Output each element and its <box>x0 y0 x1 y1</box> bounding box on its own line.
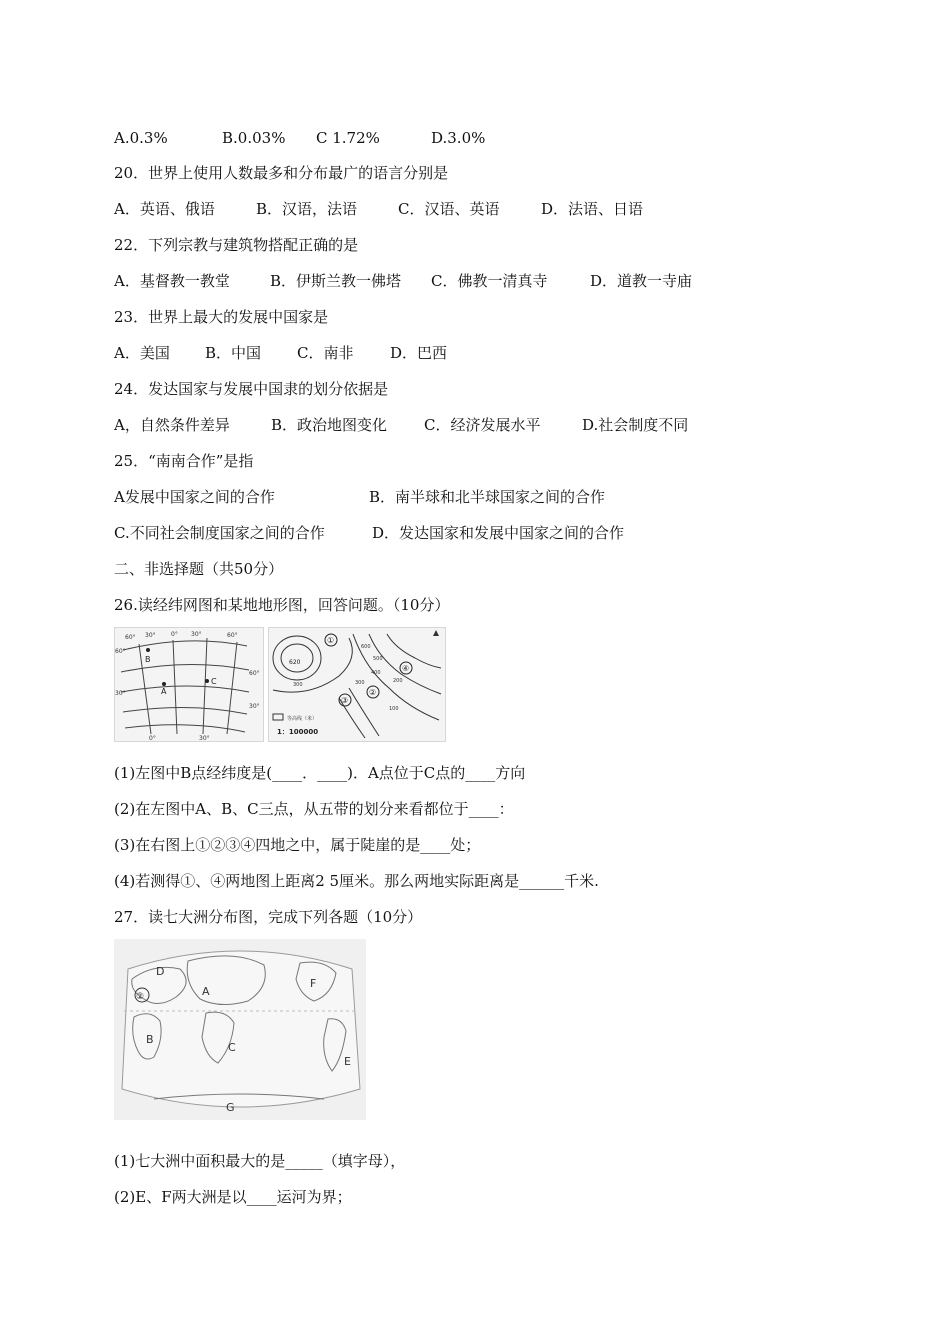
contour-map-figure <box>268 627 446 742</box>
contour-map-svg <box>269 628 445 741</box>
lat-long-grid-svg <box>115 628 263 741</box>
bottom-lon-label-2: 30° <box>199 735 210 741</box>
legend-label: 等高线（米） <box>287 716 318 722</box>
top-lon-label-5: 60° <box>227 632 238 639</box>
continent-f-label: F <box>310 977 317 990</box>
q23-option-d: D．巴西 <box>390 344 448 362</box>
q23-option-a: A．美国 <box>114 344 170 362</box>
top-lon-label-3: 0° <box>171 631 178 638</box>
point-c-label: C <box>211 677 217 686</box>
q19-option-a: A.0.3% <box>114 129 168 147</box>
section-2-heading: 二、非选择题（共50分） <box>114 560 284 578</box>
q26-part-1: (1)左图中B点经纬度是(____．____)．A点位于C点的____方向 <box>114 764 526 782</box>
scale-label: 1：100000 <box>277 728 319 736</box>
q19-option-d: D.3.0% <box>431 129 486 147</box>
q24-stem: 24．发达国家与发展中国隶的划分依据是 <box>114 380 389 398</box>
continent-a-label: A <box>202 985 210 998</box>
q26-part-2: (2)在左图中A、B、C三点，从五带的划分来看都位于____： <box>114 800 514 818</box>
contour-label-300-right: 300 <box>355 680 365 686</box>
point-b-label: B <box>145 655 151 664</box>
q20-stem: 20．世界上使用人数最多和分布最广的语言分别是 <box>114 164 449 182</box>
bottom-lon-label-1: 0° <box>149 735 156 741</box>
top-lon-label-1: 60° <box>125 634 136 641</box>
site-3-label: ③ <box>341 696 349 705</box>
q22-stem: 22．下列宗教与建筑物搭配正确的是 <box>114 236 359 254</box>
point-b-marker <box>146 648 150 652</box>
q25-option-b: B．南半球和北半球国家之间的合作 <box>369 488 606 506</box>
q24-option-d: D.社会制度不同 <box>582 416 689 434</box>
contour-label-600: 600 <box>361 644 371 650</box>
contour-label-400: 400 <box>371 670 381 676</box>
q25-option-a: A发展中国家之间的合作 <box>114 488 275 506</box>
q22-option-d: D．道教一寺庙 <box>590 272 693 290</box>
q22-option-b: B．伊斯兰教一佛塔 <box>270 272 402 290</box>
contour-label-200: 200 <box>393 678 403 684</box>
q20-option-b: B．汉语，法语 <box>256 200 358 218</box>
q26-stem: 26.读经纬网图和某地地形图，回答问题。（10分） <box>114 596 450 614</box>
site-2-label: ② <box>369 688 377 697</box>
q20-option-c: C．汉语、英语 <box>398 200 500 218</box>
world-continents-figure <box>114 939 366 1120</box>
marker-2-label: ② <box>136 992 145 1002</box>
top-lon-label-2: 30° <box>145 632 156 639</box>
world-continents-svg <box>114 939 366 1120</box>
point-c-marker <box>205 679 209 683</box>
q25-stem: 25．“南南合作”是指 <box>114 452 254 470</box>
q20-option-a: A．英语、俄语 <box>114 200 215 218</box>
site-4-label: ④ <box>402 664 410 673</box>
point-a-label: A <box>161 687 167 696</box>
q27-part-1: (1)七大洲中面积最大的是_____（填字母）， <box>114 1152 406 1170</box>
q23-stem: 23．世界上最大的发展中国家是 <box>114 308 329 326</box>
point-a-marker <box>162 682 166 686</box>
left-lat-label-2: 30° <box>115 690 126 697</box>
site-1-label: ① <box>327 636 335 645</box>
contour-label-300-left: 300 <box>293 682 303 688</box>
right-lat-label-1: 60° <box>249 670 260 677</box>
q19-option-b: B.0.03% <box>222 129 286 147</box>
q23-option-c: C．南非 <box>297 344 354 362</box>
continent-d-label: D <box>156 965 165 978</box>
continent-c-label: C <box>228 1041 236 1054</box>
peak-label: 620 <box>289 659 301 666</box>
q27-part-2: (2)E、F两大洲是以____运河为界； <box>114 1188 352 1206</box>
q26-part-4: (4)若测得①、④两地图上距离2 5厘米。那么两地实际距离是______千米. <box>114 872 599 890</box>
left-lat-label-1: 60° <box>115 648 126 655</box>
top-lon-label-4: 30° <box>191 631 202 638</box>
q25-option-c: C.不同社会制度国家之间的合作 <box>114 524 325 542</box>
north-arrow-icon <box>433 630 439 636</box>
lat-long-grid-figure <box>114 627 264 742</box>
q25-option-d: D．发达国家和发展中国家之间的合作 <box>372 524 625 542</box>
legend-swatch <box>273 714 283 720</box>
right-lat-label-2: 30° <box>249 703 260 710</box>
q23-option-b: B．中国 <box>205 344 262 362</box>
q20-option-d: D．法语、日语 <box>541 200 644 218</box>
contour-label-500: 500 <box>373 656 383 662</box>
q26-part-3: (3)在右图上①②③④四地之中，属于陡崖的是____处； <box>114 836 481 854</box>
q27-stem: 27．读七大洲分布图，完成下列各题（10分） <box>114 908 423 926</box>
q19-option-c: C 1.72% <box>316 129 380 147</box>
continent-e-label: E <box>344 1055 351 1068</box>
q24-option-c: C．经济发展水平 <box>424 416 541 434</box>
q24-option-b: B．政治地图变化 <box>271 416 388 434</box>
continent-b-label: B <box>146 1033 154 1046</box>
contour-label-100: 100 <box>389 706 399 712</box>
q24-option-a: A，自然条件差异 <box>114 416 230 434</box>
q22-option-c: C．佛教一清真寺 <box>431 272 548 290</box>
q22-option-a: A．基督教一教堂 <box>114 272 230 290</box>
continent-g-label: G <box>226 1101 235 1114</box>
